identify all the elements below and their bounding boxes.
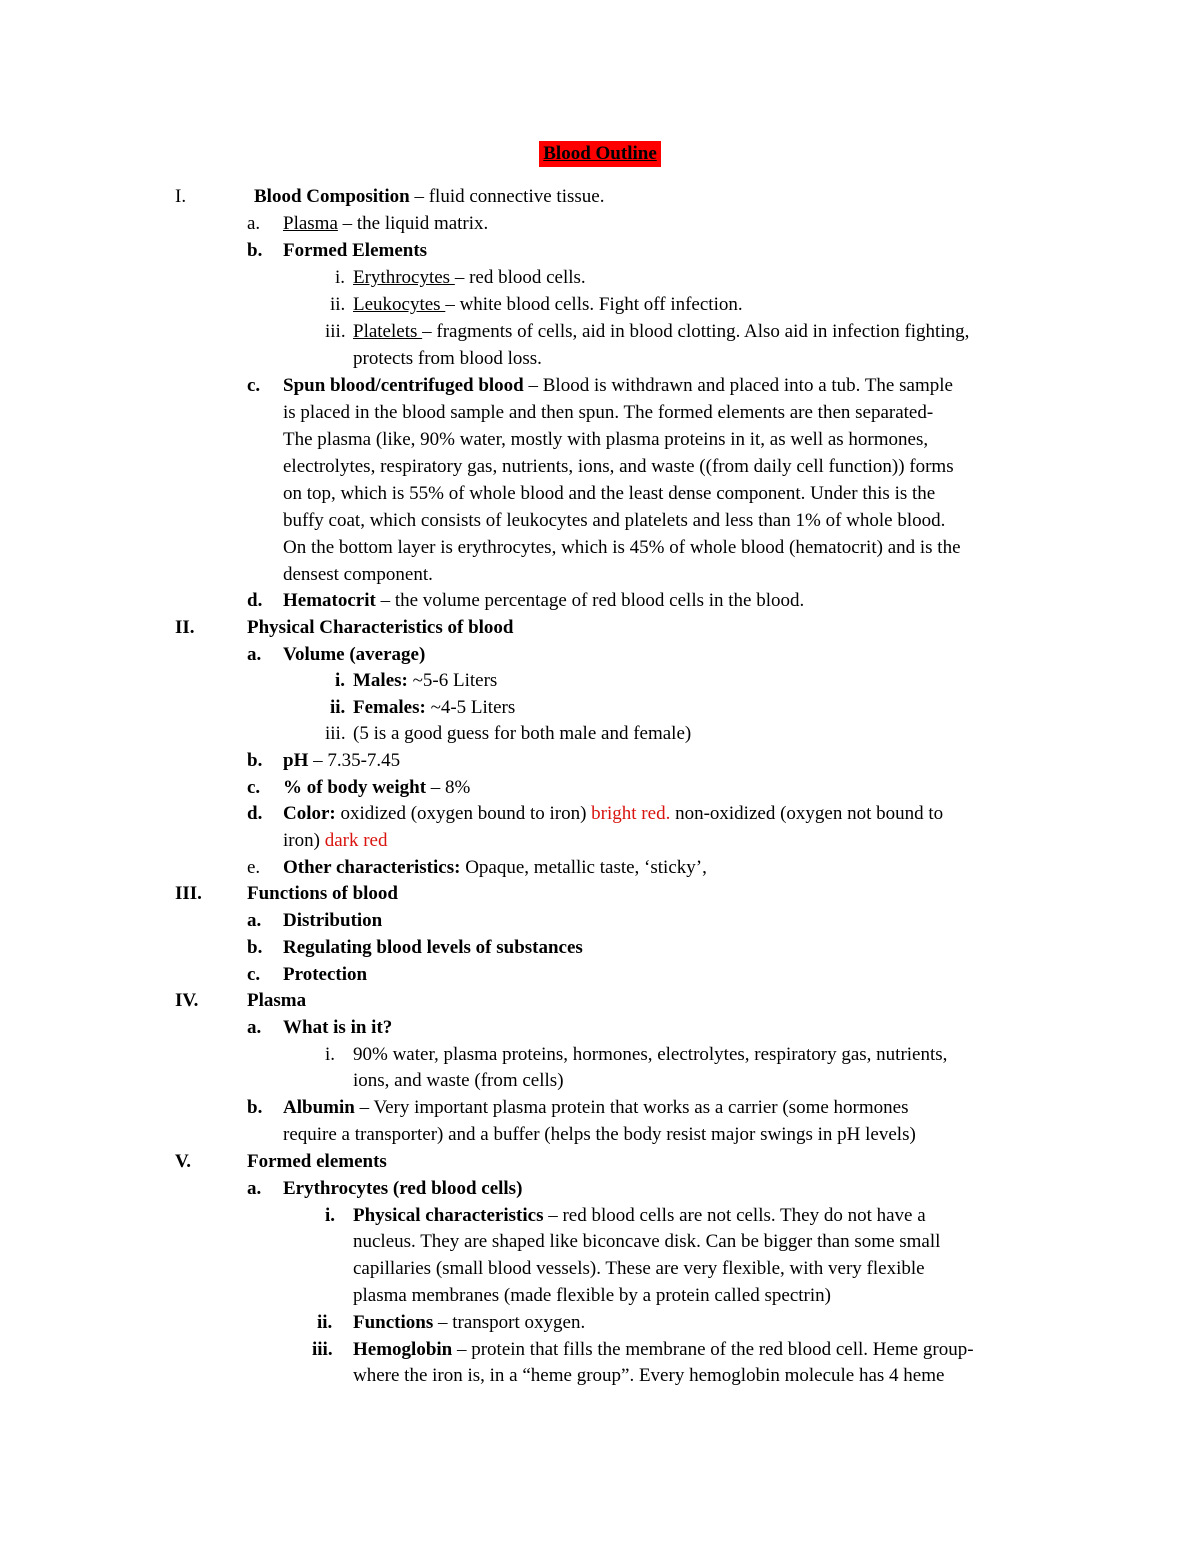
title-wrap xyxy=(0,141,1200,167)
item-text xyxy=(283,373,953,399)
definition: non-oxidized (oxygen not bound to xyxy=(670,803,944,824)
item-text xyxy=(283,588,804,614)
letter-marker: a. xyxy=(247,213,261,234)
item-heading: Erythrocytes (red blood cells) xyxy=(283,1178,523,1199)
item-heading: Color: xyxy=(283,803,336,824)
letter-marker: a. xyxy=(247,1178,262,1199)
definition: – white blood cells. Fight off infection. xyxy=(445,294,743,315)
item-heading: Formed Elements xyxy=(283,240,428,261)
red-text: bright red. xyxy=(591,803,671,824)
term: Leukocytes xyxy=(353,294,446,315)
definition: – Very important plasma protein that works as a carrier (some hormones xyxy=(354,1097,909,1118)
roman-marker: iii. xyxy=(312,1339,333,1360)
item-heading: Protection xyxy=(283,964,368,985)
roman-numeral: V. xyxy=(175,1151,192,1172)
roman-numeral: IV. xyxy=(175,990,199,1011)
item-text xyxy=(283,211,488,237)
paragraph-line: densest component. xyxy=(283,564,433,585)
item-text xyxy=(353,1203,926,1229)
letter-marker: c. xyxy=(247,777,261,798)
item-heading: What is in it? xyxy=(283,1017,393,1038)
roman-marker: ii. xyxy=(330,294,346,315)
item-text xyxy=(283,748,400,774)
item-heading: Males: xyxy=(353,670,408,691)
item-text xyxy=(283,1095,908,1121)
item-heading: Other characteristics: xyxy=(283,857,461,878)
paragraph-line: is placed in the blood sample and then spun. The formed elements are then separated- xyxy=(283,402,934,423)
item-heading: Distribution xyxy=(283,910,383,931)
item-text xyxy=(353,668,497,694)
section-heading: Plasma xyxy=(247,990,307,1011)
definition: – the volume percentage of red blood cells in the blood. xyxy=(375,590,805,611)
roman-numeral: I. xyxy=(175,186,187,207)
roman-marker: iii. xyxy=(325,723,346,744)
red-text: dark red xyxy=(324,830,388,851)
definition: ~5-6 Liters xyxy=(407,670,498,691)
item-heading: % of body weight xyxy=(283,777,427,798)
definition: – the liquid matrix. xyxy=(337,213,489,234)
letter-marker: d. xyxy=(247,590,263,611)
continuation-text: ions, and waste (from cells) xyxy=(353,1070,564,1091)
roman-numeral: III. xyxy=(175,883,202,904)
section-heading: Functions of blood xyxy=(247,883,398,904)
paragraph-line: electrolytes, respiratory gas, nutrients, ions, and waste ((from daily cell function)) forms xyxy=(283,456,954,477)
item-heading: Volume (average) xyxy=(283,644,426,665)
definition: oxidized (oxygen bound to iron) xyxy=(335,803,592,824)
term: Erythrocytes xyxy=(353,267,455,288)
roman-marker: ii. xyxy=(330,697,346,718)
term: Plasma xyxy=(283,213,338,234)
letter-marker: d. xyxy=(247,803,263,824)
definition: – 8% xyxy=(426,777,471,798)
section-heading: Blood Composition xyxy=(254,186,410,207)
item-text xyxy=(353,292,743,318)
definition: – 7.35-7.45 xyxy=(308,750,401,771)
continuation-text: where the iron is, in a “heme group”. Every hemoglobin molecule has 4 heme xyxy=(353,1365,945,1386)
continuation-text: plasma membranes (made flexible by a protein called spectrin) xyxy=(353,1285,831,1306)
paragraph-line: on top, which is 55% of whole blood and the least dense component. Under this is the xyxy=(283,483,936,504)
roman-marker: ii. xyxy=(317,1312,333,1333)
paragraph-line: The plasma (like, 90% water, mostly with plasma proteins in it, as well as hormones, xyxy=(283,429,929,450)
continuation-text xyxy=(283,828,387,854)
item-text: (5 is a good guess for both male and female) xyxy=(353,723,692,744)
letter-marker: a. xyxy=(247,644,262,665)
item-text: 90% water, plasma proteins, hormones, electrolytes, respiratory gas, nutrients, xyxy=(353,1044,948,1065)
item-text xyxy=(353,265,586,291)
item-heading: Regulating blood levels of substances xyxy=(283,937,583,958)
paragraph-line: buffy coat, which consists of leukocytes and platelets and less than 1% of whole blood. xyxy=(283,510,946,531)
roman-marker: iii. xyxy=(325,321,346,342)
item-heading: pH xyxy=(283,750,309,771)
definition: – fragments of cells, aid in blood clotting. Also aid in infection fighting, xyxy=(422,321,970,342)
item-heading: Functions xyxy=(353,1312,434,1333)
roman-marker: i. xyxy=(335,670,346,691)
item-text xyxy=(283,775,470,801)
definition: – red blood cells are not cells. They do not have a xyxy=(543,1205,926,1226)
paragraph-line: – Blood is withdrawn and placed into a tub. The sample xyxy=(523,375,953,396)
item-heading: Hematocrit xyxy=(283,590,376,611)
roman-numeral: II. xyxy=(175,617,195,638)
term: Platelets xyxy=(353,321,423,342)
letter-marker: e. xyxy=(247,857,261,878)
page-title: Blood Outline xyxy=(539,141,661,167)
definition: iron) xyxy=(283,830,325,851)
letter-marker: b. xyxy=(247,937,263,958)
item-heading: Albumin xyxy=(283,1097,355,1118)
continuation-text: protects from blood loss. xyxy=(353,348,542,369)
item-text xyxy=(353,1310,585,1336)
item-heading: Spun blood/centrifuged blood xyxy=(283,375,524,396)
item-text xyxy=(353,319,969,345)
item-text xyxy=(283,801,943,827)
item-text xyxy=(353,1337,974,1363)
section-heading: Formed elements xyxy=(247,1151,387,1172)
roman-marker: i. xyxy=(335,267,346,288)
definition: – protein that fills the membrane of the red blood cell. Heme group- xyxy=(452,1339,974,1360)
definition: – transport oxygen. xyxy=(433,1312,586,1333)
paragraph-line: On the bottom layer is erythrocytes, which is 45% of whole blood (hematocrit) and is the xyxy=(283,537,961,558)
item-text xyxy=(283,855,707,881)
continuation-text: capillaries (small blood vessels). These are very flexible, with very flexible xyxy=(353,1258,925,1279)
definition: – red blood cells. xyxy=(454,267,586,288)
letter-marker: a. xyxy=(247,1017,262,1038)
item-heading: Females: xyxy=(353,697,426,718)
roman-marker: i. xyxy=(325,1044,336,1065)
item-heading: Hemoglobin xyxy=(353,1339,453,1360)
letter-marker: c. xyxy=(247,375,261,396)
section-text xyxy=(254,184,604,210)
item-text xyxy=(353,695,515,721)
letter-marker: b. xyxy=(247,1097,263,1118)
letter-marker: c. xyxy=(247,964,261,985)
roman-marker: i. xyxy=(325,1205,336,1226)
letter-marker: a. xyxy=(247,910,262,931)
continuation-text: require a transporter) and a buffer (helps the body resist major swings in pH levels) xyxy=(283,1124,916,1145)
section-desc: – fluid connective tissue. xyxy=(409,186,605,207)
section-heading: Physical Characteristics of blood xyxy=(247,617,514,638)
definition: ~4-5 Liters xyxy=(425,697,516,718)
continuation-text: nucleus. They are shaped like biconcave disk. Can be bigger than some small xyxy=(353,1231,941,1252)
definition: Opaque, metallic taste, ‘sticky’, xyxy=(460,857,707,878)
letter-marker: b. xyxy=(247,750,263,771)
letter-marker: b. xyxy=(247,240,263,261)
item-heading: Physical characteristics xyxy=(353,1205,544,1226)
